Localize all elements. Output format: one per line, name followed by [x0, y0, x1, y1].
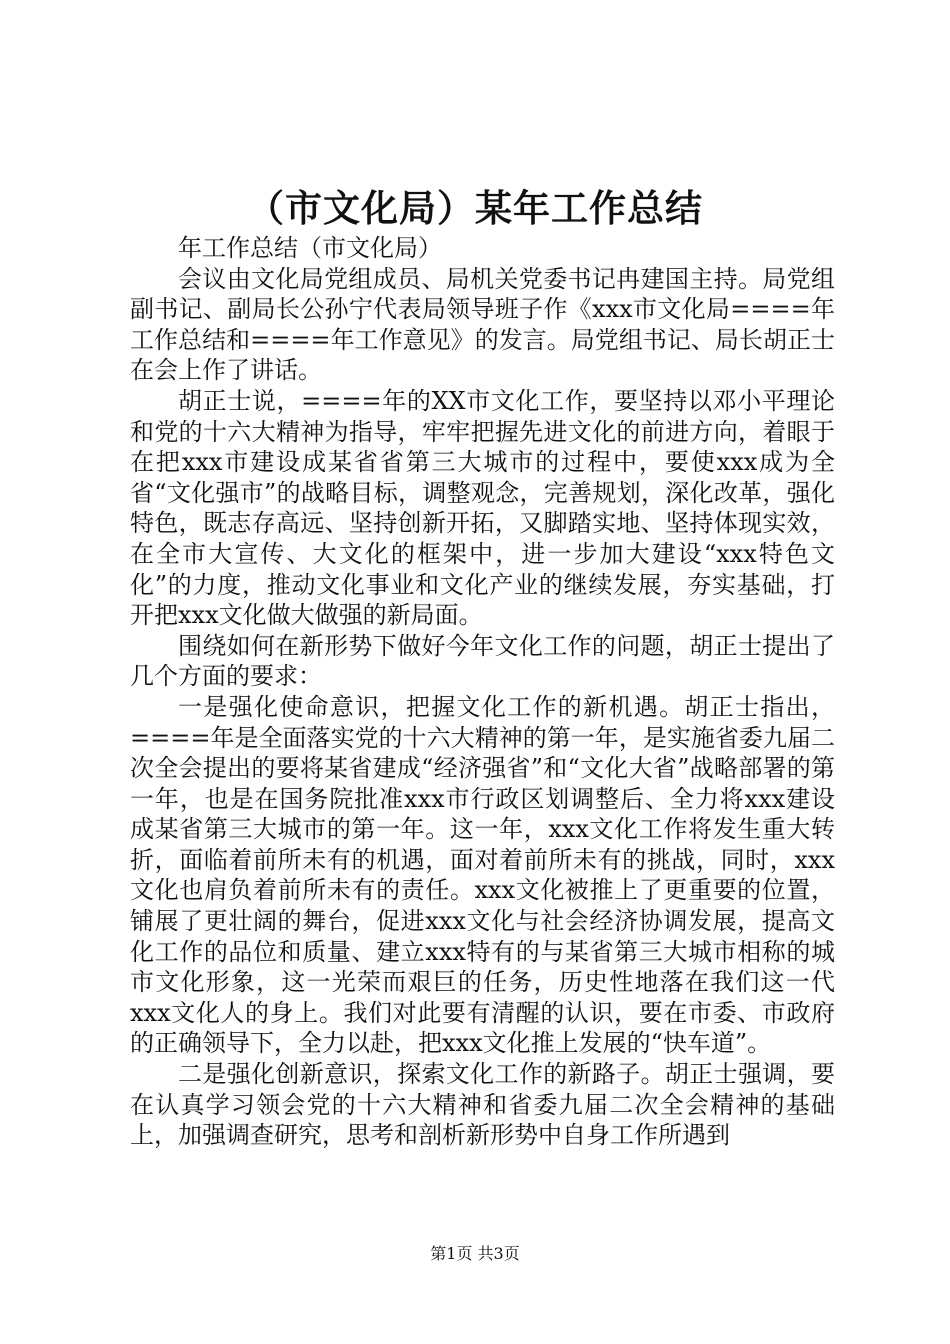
- paragraph-requirements: 围绕如何在新形势下做好今年文化工作的问题，胡正士提出了几个方面的要求：: [130, 631, 835, 691]
- document-body: [130, 233, 835, 1151]
- paragraph-subtitle: 年工作总结（市文化局）: [178, 234, 442, 262]
- page-footer: 第1页 共3页: [430, 1244, 520, 1263]
- paragraph-point-two: 二是强化创新意识，探索文化工作的新路子。胡正士强调，要在认真学习领会党的十六大精神和省委九届二次全会精神的基础上，加强调查研究，思考和剖析新形势中自身工作所遇到: [130, 1060, 835, 1150]
- document-title: （市文化局）某年工作总结: [247, 186, 703, 230]
- paragraph-meeting: 会议由文化局党组成员、局机关党委书记冉建国主持。局党组副书记、副局长公孙宁代表局领导班子作《xxx市文化局====年工作总结和====年工作意见》的发言。局党组书记、局长胡正士在会上作了讲话。: [130, 264, 835, 385]
- paragraph-speech: 胡正士说，====年的XX市文化工作，要坚持以邓小平理论和党的十六大精神为指导，牢牢把握先进文化的前进方向，着眼于在把xxx市建设成某省省第三大城市的过程中，要使xxx成为全省“文化强市”的战略目标，调整观念，完善规划，深化改革，强化特色，既志存高远、坚持创新开拓，又脚踏实地、坚持体现实效，在全市大宣传、大文化的框架中，进一步加大建设“xxx特色文化”的力度，推动文化事业和文化产业的继续发展，夯实基础，打开把xxx文化做大做强的新局面。: [130, 386, 835, 630]
- paragraph-point-one: 一是强化使命意识，把握文化工作的新机遇。胡正士指出，====年是全面落实党的十六大精神的第一年，是实施省委九届二次全会提出的要将某省建成“经济强省”和“文化大省”战略部署的第一年，也是在国务院批准xxx市行政区划调整后、全力将xxx建设成某省第三大城市的第一年。这一年，xxx文化工作将发生重大转折，面临着前所未有的机遇，面对着前所未有的挑战，同时，xxx文化也肩负着前所未有的责任。xxx文化被推上了更重要的位置，铺展了更壮阔的舞台，促进xxx文化与社会经济协调发展，提高文化工作的品位和质量、建立xxx特有的与某省第三大城市相称的城市文化形象，这一光荣而艰巨的任务，历史性地落在我们这一代xxx文化人的身上。我们对此要有清醒的认识，要在市委、市政府的正确领导下，全力以赴，把xxx文化推上发展的“快车道”。: [130, 692, 835, 1058]
